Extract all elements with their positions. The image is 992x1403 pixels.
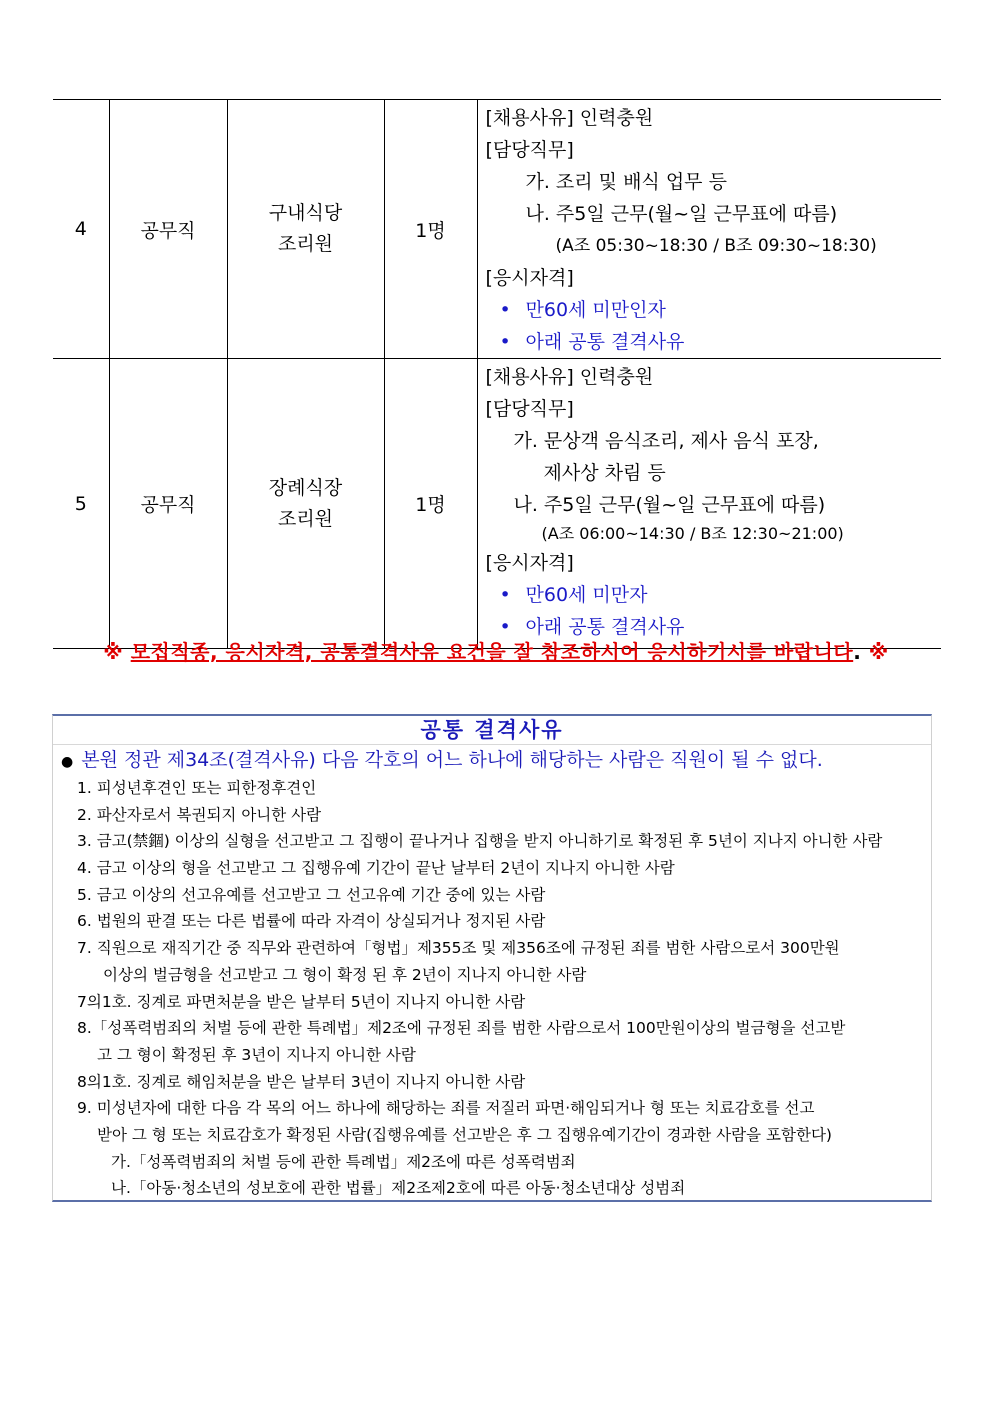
position-line: 장례식장 bbox=[268, 476, 343, 499]
list-item: 8.「성폭력범죄의 처벌 등에 관한 특례법」제2조에 규정된 죄를 범한 사람으로서 100만원이상의 벌금형을 선고받 bbox=[77, 1019, 846, 1038]
list-item-continued: 고 그 형이 확정된 후 3년이 지나지 아니한 사람 bbox=[97, 1045, 416, 1064]
job-table bbox=[53, 99, 941, 649]
list-item: 8의1호. 징계로 해임처분을 받은 날부터 3년이 지나지 아니한 사람 bbox=[77, 1072, 526, 1091]
duty-header: [담당직무] bbox=[485, 398, 574, 420]
disqualification-intro bbox=[53, 745, 931, 775]
list-item: 7. 직원으로 재직기간 중 직무와 관련하여「형법」제355조 및 제356조에 규정된 죄를 범한 사람으로서 300만원 bbox=[77, 939, 840, 958]
list-item: 5. 금고 이상의 선고유예를 선고받고 그 선고유예 기간 중에 있는 사람 bbox=[77, 885, 546, 904]
list-item: 4. 금고 이상의 형을 선고받고 그 집행유예 기간이 끝난 날부터 2년이 지나지 아니한 사람 bbox=[77, 859, 675, 878]
bullet-icon: • bbox=[499, 299, 511, 321]
qualification-item bbox=[486, 294, 942, 326]
duty-item-continued: 제사상 차림 등 bbox=[543, 462, 666, 484]
intro-text: 본원 정관 제34조(결격사유) 다음 각호의 어느 하나에 해당하는 사람은 직원이 될 수 없다. bbox=[81, 749, 823, 771]
hiring-reason: [채용사유] 인력충원 bbox=[485, 366, 654, 388]
bullet-icon: • bbox=[499, 584, 511, 606]
bullet-icon: ● bbox=[61, 754, 74, 770]
list-item: 3. 금고(禁錮) 이상의 실형을 선고받고 그 집행이 끝나거나 집행을 받지 아니하기로 확정된 후 5년이 지나지 아니한 사람 bbox=[77, 832, 883, 851]
position-line: 조리원 bbox=[277, 507, 334, 530]
qualification-header: [응시자격] bbox=[485, 552, 574, 574]
bullet-icon: • bbox=[499, 616, 511, 638]
list-subitem: 나.「아동·청소년의 성보호에 관한 법률」제2조제2호에 따른 아동·청소년대상 성범죄 bbox=[111, 1179, 686, 1198]
list-item-continued: 받아 그 형 또는 치료감호가 확정된 사람(집행유예를 선고받은 후 그 집행유예기간이 경과한 사람을 포함한다) bbox=[97, 1125, 832, 1144]
job-type: 공무직 bbox=[109, 100, 227, 359]
list-item: 7의1호. 징계로 파면처분을 받은 날부터 5년이 지나지 아니한 사람 bbox=[77, 992, 526, 1011]
row-number: 5 bbox=[53, 359, 109, 649]
duty-item: 나. 주5일 근무(월~일 근무표에 따름) bbox=[525, 203, 838, 225]
reference-mark-icon: ※ bbox=[103, 640, 124, 664]
duty-item: 나. 주5일 근무(월~일 근무표에 따름) bbox=[513, 494, 826, 516]
job-position bbox=[227, 359, 384, 649]
bullet-icon: • bbox=[499, 331, 511, 353]
shift-hours: (A조 06:00~14:30 / B조 12:30~21:00) bbox=[541, 524, 844, 543]
table-row bbox=[53, 359, 941, 649]
qualification-item bbox=[486, 326, 942, 358]
list-item: 2. 파산자로서 복권되지 아니한 사람 bbox=[77, 805, 322, 824]
hiring-reason: [채용사유] 인력충원 bbox=[485, 107, 654, 129]
job-type: 공무직 bbox=[109, 359, 227, 649]
notice-period: . bbox=[853, 640, 862, 664]
list-item: 1. 피성년후견인 또는 피한정후견인 bbox=[77, 779, 317, 797]
reference-mark-icon: ※ bbox=[868, 640, 889, 664]
shift-hours: (A조 05:30~18:30 / B조 09:30~18:30) bbox=[555, 236, 877, 256]
notice-text: 모집직종, 응시자격, 공통결격사유 요건을 잘 참조하시어 응시하기시를 바랍니다 bbox=[130, 640, 854, 664]
list-item: 6. 법원의 판결 또는 다른 법률에 따라 자격이 상실되거나 정지된 사람 bbox=[77, 912, 546, 931]
duty-header: [담당직무] bbox=[485, 139, 574, 161]
list-item: 9. 미성년자에 대한 다음 각 목의 어느 하나에 해당하는 죄를 저질러 파면·해임되거나 형 또는 치료감호를 선고 bbox=[77, 1099, 815, 1118]
list-subitem: 가.「성폭력범죄의 처벌 등에 관한 특례법」제2조에 따른 성폭력범죄 bbox=[111, 1152, 576, 1171]
qualification-header: [응시자격] bbox=[485, 267, 574, 289]
headcount: 1명 bbox=[384, 100, 477, 359]
disqualification-box bbox=[52, 714, 932, 1202]
disqualification-list bbox=[53, 775, 931, 1202]
list-item-continued: 이상의 벌금형을 선고받고 그 형이 확정 된 후 2년이 지나지 아니한 사람 bbox=[103, 965, 587, 984]
job-details bbox=[477, 359, 941, 649]
qualification-text: 아래 공통 결격사유 bbox=[525, 331, 685, 353]
position-line: 조리원 bbox=[277, 233, 334, 255]
row-number: 4 bbox=[53, 100, 109, 359]
table-row bbox=[53, 100, 941, 359]
disqualification-title: 공통 결격사유 bbox=[53, 716, 931, 745]
application-notice bbox=[0, 636, 992, 665]
qualification-item bbox=[486, 579, 942, 611]
position-line: 구내식당 bbox=[268, 202, 343, 224]
qualification-text: 만60세 미만인자 bbox=[525, 299, 666, 321]
headcount: 1명 bbox=[384, 359, 477, 649]
job-position bbox=[227, 100, 384, 359]
duty-item: 가. 조리 및 배식 업무 등 bbox=[525, 171, 727, 193]
qualification-text: 아래 공통 결격사유 bbox=[525, 616, 685, 638]
qualification-text: 만60세 미만자 bbox=[525, 584, 648, 606]
job-details bbox=[477, 100, 941, 359]
duty-item: 가. 문상객 음식조리, 제사 음식 포장, bbox=[513, 430, 819, 452]
